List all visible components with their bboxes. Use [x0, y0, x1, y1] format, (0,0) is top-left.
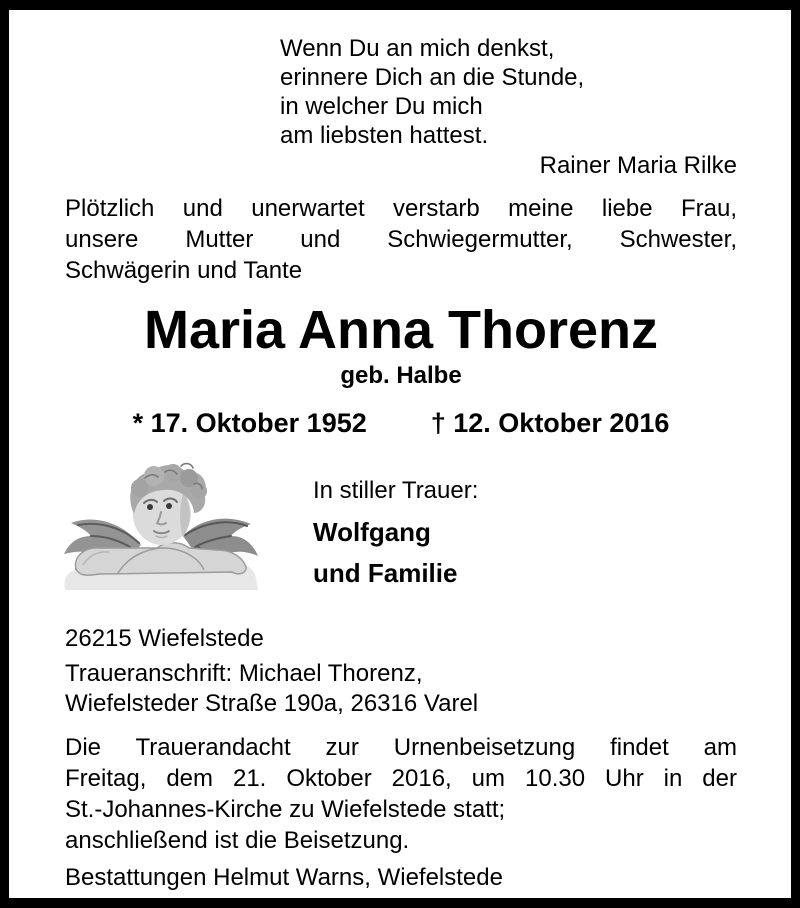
life-dates — [65, 408, 737, 438]
death-date: † 12. Oktober 2016 — [430, 408, 670, 438]
mourning-intro: In stiller Trauer: — [313, 477, 479, 504]
poem-line: erinnere Dich an die Stunde, — [280, 64, 585, 91]
maiden-name: geb. Halbe — [340, 362, 462, 389]
mourner-name: Wolfgang — [313, 517, 431, 547]
funeral-line: Freitag, dem 21. Oktober 2016, um 10.30 Uhr in der — [65, 765, 737, 792]
mourning-section — [65, 462, 737, 590]
condolence-address-line: Traueranschrift: Michael Thorenz, — [65, 660, 423, 687]
poem-line: Wenn Du an mich denkst, — [280, 35, 555, 62]
condolence-address — [65, 659, 737, 719]
mourner-name: und Familie — [313, 558, 458, 588]
birth-date: * 17. Oktober 1952 — [132, 408, 367, 438]
home-town: 26215 Wiefelstede — [65, 625, 264, 652]
address-block — [65, 624, 737, 719]
cherub-angel-icon — [61, 462, 261, 590]
mourners-block — [313, 476, 478, 588]
poem-block — [280, 34, 737, 180]
funeral-line: St.-Johannes-Kirche zu Wiefelstede statt; — [65, 796, 506, 823]
announcement-paragraph — [65, 193, 737, 286]
funeral-line: anschließend ist die Beisetzung. — [65, 827, 410, 854]
funeral-line: Die Trauerandacht zur Urnenbeisetzung findet am — [65, 734, 737, 761]
undertaker-line: Bestattungen Helmut Warns, Wiefelstede — [65, 864, 503, 891]
poem-attribution: Rainer Maria Rilke — [539, 152, 737, 179]
announcement-line: Schwägerin und Tante — [65, 257, 303, 284]
condolence-address-line: Wiefelsteder Straße 190a, 26316 Varel — [65, 690, 479, 717]
announcement-line: Plötzlich und unerwartet verstarb meine liebe Frau, — [65, 195, 737, 222]
poem-line: am liebsten hattest. — [280, 122, 489, 149]
notice-content — [9, 10, 791, 898]
announcement-line: unsere Mutter und Schwiegermutter, Schwester, — [65, 226, 737, 253]
poem-line: in welcher Du mich — [280, 93, 483, 120]
deceased-name: Maria Anna Thorenz — [143, 300, 659, 360]
funeral-paragraph — [65, 732, 737, 856]
